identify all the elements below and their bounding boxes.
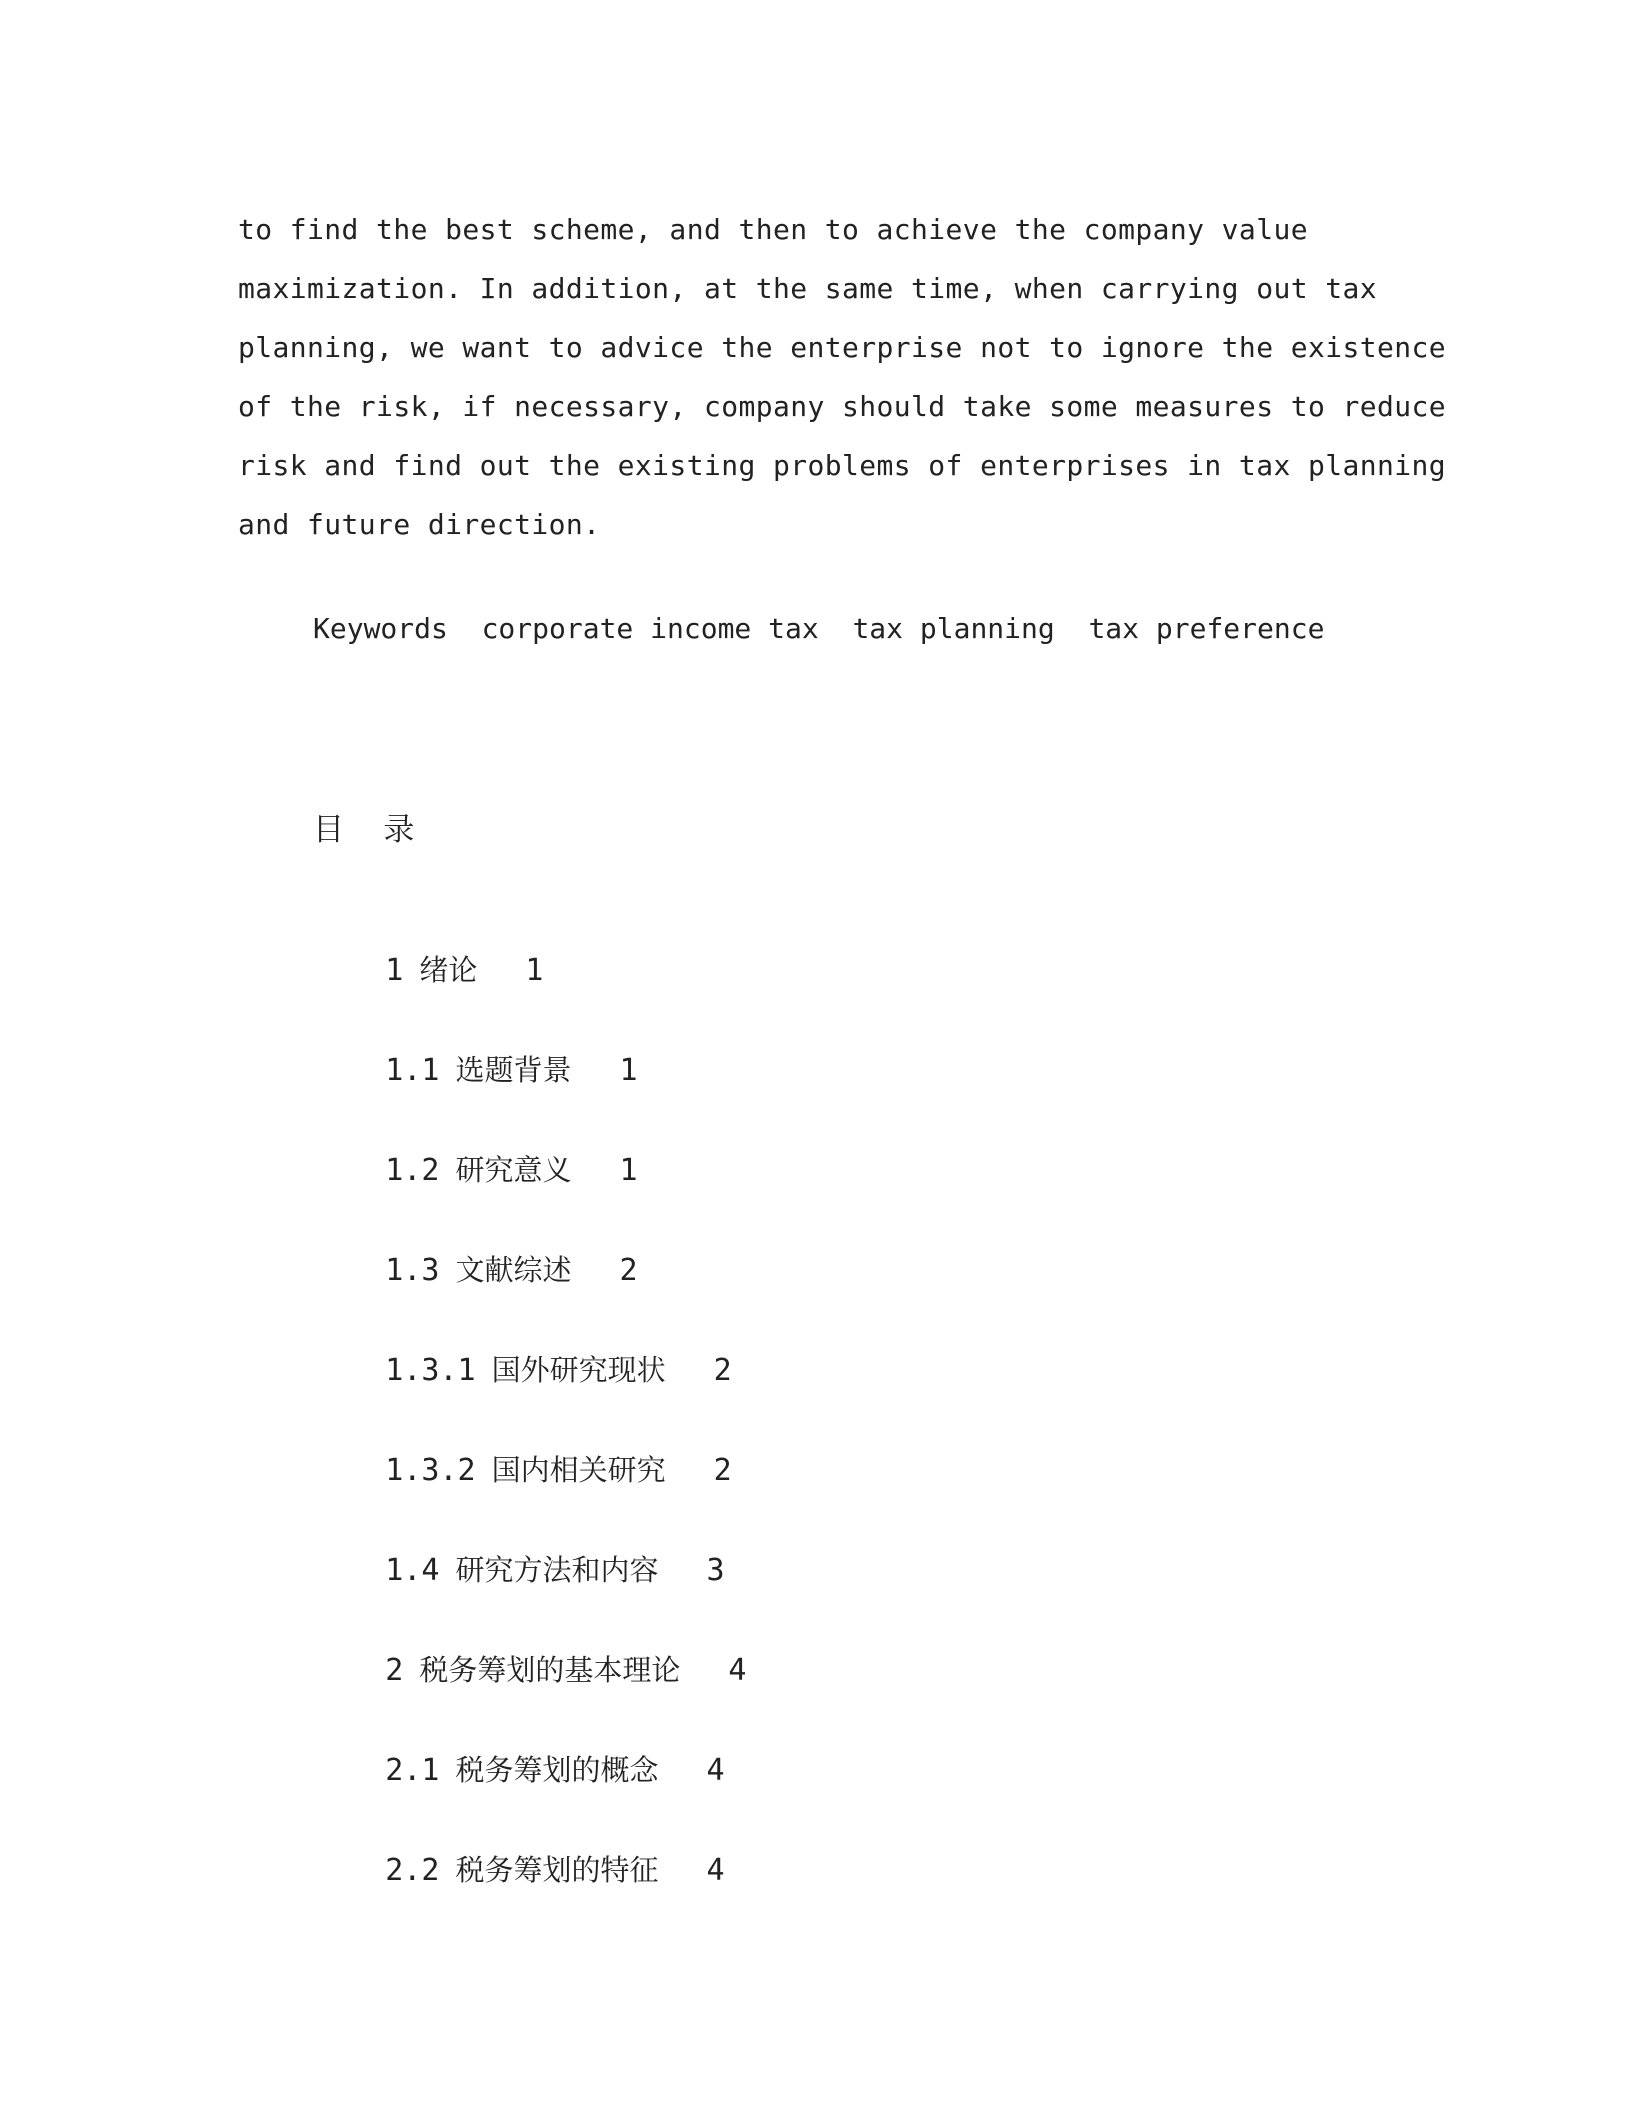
toc-entry-page: 2 (619, 1253, 638, 1288)
toc-entry-page: 4 (728, 1653, 747, 1688)
toc-entry-number: 2.2 (385, 1853, 440, 1888)
abstract-line: and future direction. (238, 508, 601, 541)
toc-entry-number: 1.4 (385, 1553, 440, 1588)
toc-entry-page: 1 (525, 953, 544, 988)
toc-entry-number: 2.1 (385, 1753, 440, 1788)
toc-entry-number: 1 (385, 953, 404, 988)
toc-entry-title: 文献综述 (455, 1253, 572, 1287)
abstract-line: of the risk, if necessary, company should take some measures to reduce (238, 390, 1447, 423)
toc-entry-number: 1.2 (385, 1153, 440, 1188)
toc-entry-page: 4 (706, 1853, 725, 1888)
toc-entry-page: 2 (713, 1453, 732, 1488)
toc-entry-page: 2 (713, 1353, 732, 1388)
abstract-line: maximization. In addition, at the same time, when carrying out tax (238, 272, 1377, 305)
toc-entry-number: 1.3.2 (385, 1453, 476, 1488)
toc-entry-title: 绪论 (419, 953, 478, 987)
toc-entry-title: 国内相关研究 (491, 1453, 666, 1487)
toc-entry-page: 4 (706, 1753, 725, 1788)
toc-entry-title: 税务筹划的特征 (455, 1853, 659, 1887)
toc-entry-title: 选题背景 (455, 1053, 572, 1087)
toc-entry-number: 2 (385, 1653, 404, 1688)
toc-entry-title: 国外研究现状 (491, 1353, 666, 1387)
toc-entry-number: 1.3.1 (385, 1353, 476, 1388)
toc-entry-title: 税务筹划的基本理论 (419, 1653, 681, 1687)
abstract-line: to find the best scheme, and then to achieve the company value (238, 213, 1308, 246)
toc-title: 目 录 (313, 812, 415, 848)
toc-entry-page: 1 (619, 1153, 638, 1188)
toc-entry-page: 3 (706, 1553, 725, 1588)
keywords-line: Keywords corporate income tax tax planning tax preference (313, 612, 1325, 645)
toc-entry-title: 税务筹划的概念 (455, 1753, 659, 1787)
toc-entry-title: 研究意义 (455, 1153, 572, 1187)
toc-entry (313, 1807, 725, 1934)
toc-entry-title: 研究方法和内容 (455, 1553, 659, 1587)
abstract-line: risk and find out the existing problems of enterprises in tax planning (238, 449, 1447, 482)
toc-entry-page: 1 (619, 1053, 638, 1088)
toc-entry-number: 1.3 (385, 1253, 440, 1288)
abstract-line: planning, we want to advice the enterprise not to ignore the existence (238, 331, 1447, 364)
toc-entry-number: 1.1 (385, 1053, 440, 1088)
